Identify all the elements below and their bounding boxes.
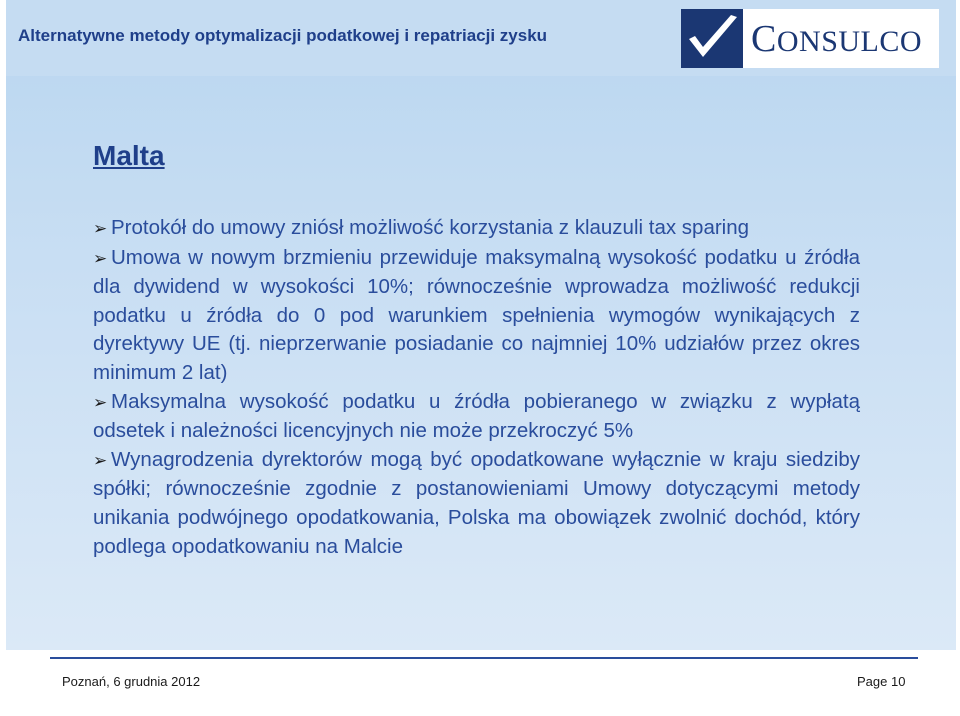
bullet-item: ➢ Maksymalna wysokość podatku u źródła pobieranego w związku z wypłatą odsetek i należności licencyjnych nie może przekroczyć 5% <box>93 389 860 443</box>
bullet-item: ➢ Wynagrodzenia dyrektorów mogą być opodatkowane wyłącznie w kraju siedziby spółki; równocześnie zgodnie z postanowieniami Umowy dotyczącymi metody unikania podwójnego opodatkowania, Polska ma obowiązek zwolnić dochód, który podlega opodatkowaniu na Malcie <box>93 447 860 558</box>
slide-heading: Malta <box>93 140 165 171</box>
arrow-bullet-icon: ➢ <box>93 248 108 268</box>
bullet-item: ➢ Protokół do umowy zniósł możliwość korzystania z klauzuli tax sparing <box>93 214 860 244</box>
consulco-logo <box>681 9 939 68</box>
checkmark-logo-icon <box>681 9 743 68</box>
logo-wordmark: CONSULCO <box>751 18 923 60</box>
slide-body <box>93 214 860 561</box>
footer-date: Poznań, 6 grudnia 2012 <box>62 674 201 689</box>
arrow-bullet-icon: ➢ <box>93 219 108 238</box>
presentation-title: Alternatywne metody optymalizacji podatkowej i repatriacji zysku <box>18 26 548 45</box>
arrow-bullet-icon: ➢ <box>93 450 108 470</box>
bullet-item: ➢ Umowa w nowym brzmieniu przewiduje maksymalną wysokość podatku u źródła dla dywidend w wysokości 10%; równocześnie wprowadza możliwość redukcji podatku u źródła do 0 pod warunkiem spełnienia wymogów wynikających z dyrektywy UE (tj. nieprzerwanie posiadanie co najmniej 10% udziałów przez okres minimum 2 lat) <box>93 245 860 384</box>
arrow-bullet-icon: ➢ <box>93 392 108 412</box>
footer-divider <box>50 657 918 659</box>
page-number: Page 10 <box>857 674 906 689</box>
